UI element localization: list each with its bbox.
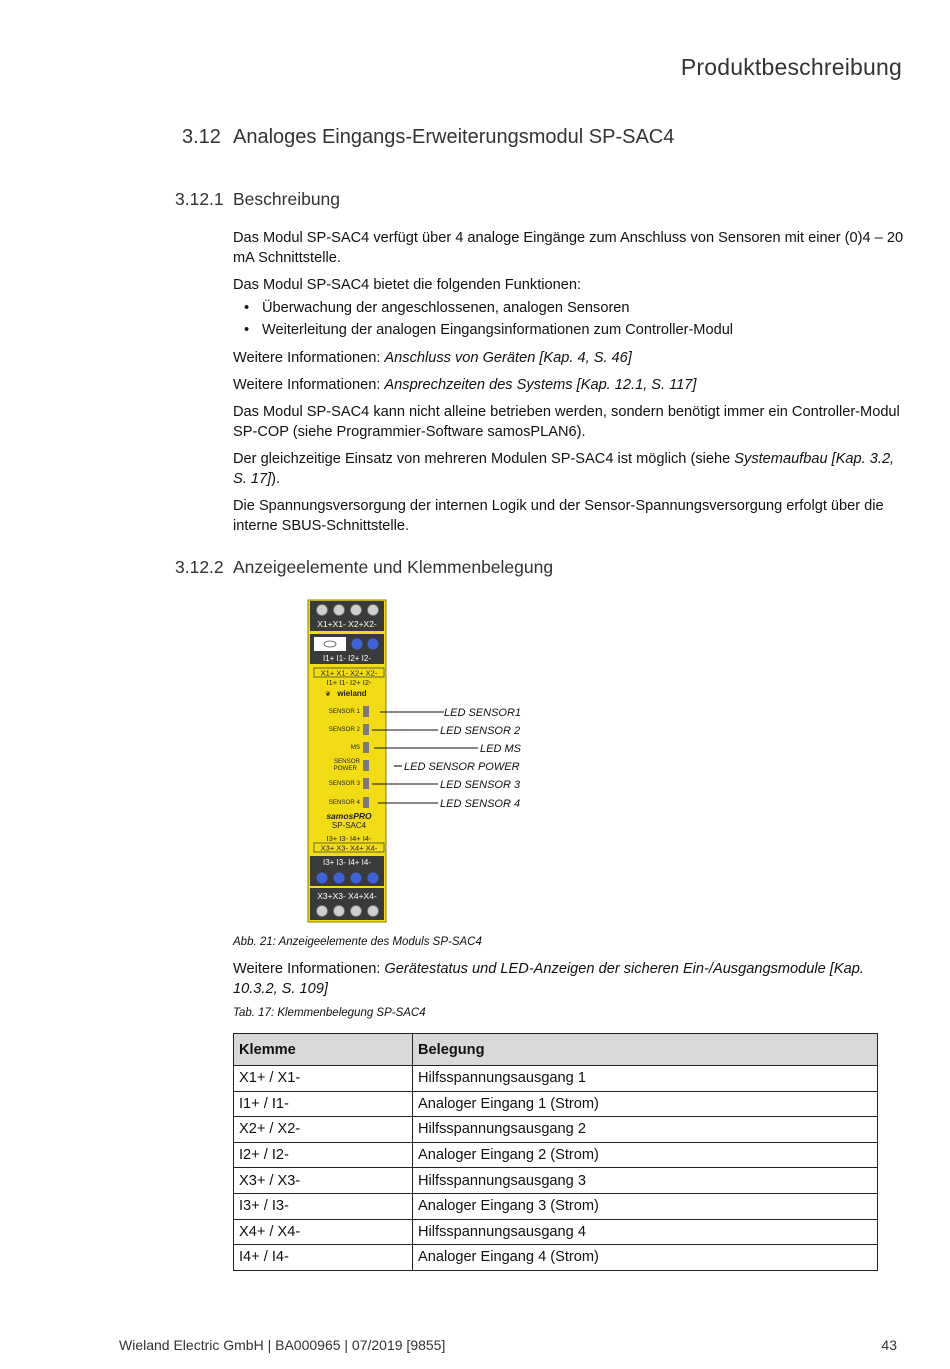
table-cell: I4+ / I4- bbox=[234, 1245, 413, 1271]
info-prefix: Weitere Informationen: bbox=[233, 377, 385, 393]
list-item bbox=[233, 297, 905, 319]
brand-label: wieland bbox=[337, 689, 367, 698]
table-cell: X4+ / X4- bbox=[234, 1219, 413, 1245]
table-cell: Hilfsspannungsausgang 4 bbox=[413, 1219, 878, 1245]
paragraph: Die Spannungsversorgung der internen Logik und der Sensor-Spannungsversorgung erfolgt über die interne SBUS-Schnittstelle. bbox=[233, 498, 884, 534]
table-header-row bbox=[234, 1034, 878, 1066]
column-header: Belegung bbox=[413, 1034, 878, 1066]
led-sensor1-icon bbox=[363, 706, 369, 717]
table-row bbox=[234, 1193, 878, 1219]
table-cell: I2+ / I2- bbox=[234, 1142, 413, 1168]
bottom-input-labels: I3+ I3- I4+ I4- bbox=[322, 858, 372, 867]
top-label-row1: X1+ X1- X2+ X2- bbox=[320, 668, 378, 678]
paragraph: Das Modul SP-SAC4 verfügt über 4 analoge Eingänge zum Anschluss von Sensoren mit einer (0)4 – 20 mA Schnittstelle. bbox=[233, 230, 904, 266]
led-label: SENSOR 1 bbox=[328, 708, 360, 715]
subsection-title: Beschreibung bbox=[233, 189, 341, 209]
table-row bbox=[234, 1066, 878, 1092]
product-model: SP-SAC4 bbox=[331, 821, 367, 830]
screw-icon bbox=[368, 605, 379, 616]
bullet-icon: • bbox=[244, 322, 250, 338]
callout-led-sensor-power: LED SENSOR POWER bbox=[404, 761, 520, 773]
led-label: POWER bbox=[333, 765, 357, 772]
section-title: Analoges Eingangs-Erweiterungsmodul SP-SAC4 bbox=[233, 126, 675, 148]
page-number: 43 bbox=[881, 1337, 897, 1353]
input-port-icon bbox=[317, 873, 328, 884]
table-cell: X3+ / X3- bbox=[234, 1168, 413, 1194]
led-label: MS bbox=[350, 744, 360, 751]
table-row bbox=[234, 1168, 878, 1194]
screw-icon bbox=[334, 906, 345, 917]
paragraph: Das Modul SP-SAC4 bietet die folgenden Funktionen: bbox=[233, 277, 582, 293]
led-sensor-power-icon bbox=[363, 760, 369, 771]
table-cell: Analoger Eingang 1 (Strom) bbox=[413, 1091, 878, 1117]
info-prefix: Weitere Informationen: bbox=[233, 961, 385, 977]
bottom-label-row1: I3+ I3- I4+ I4- bbox=[326, 834, 372, 843]
screw-icon bbox=[317, 605, 328, 616]
module-illustration bbox=[306, 598, 546, 924]
callout-led-sensor4: LED SENSOR 4 bbox=[440, 798, 521, 810]
table-caption: Tab. 17: Klemmenbelegung SP-SAC4 bbox=[233, 1007, 426, 1019]
table-row bbox=[234, 1245, 878, 1271]
paragraph: Das Modul SP-SAC4 kann nicht alleine betrieben werden, sondern benötigt immer ein Controller-Modul SP-COP (siehe Programmier-Software samosPLAN6). bbox=[233, 404, 900, 440]
input-port-icon bbox=[368, 873, 379, 884]
screw-icon bbox=[334, 605, 345, 616]
product-brand: samosPRO bbox=[326, 811, 372, 821]
terminal-assignment-table bbox=[233, 1033, 878, 1271]
bullet-icon: • bbox=[244, 300, 250, 316]
paragraph-text: Der gleichzeitige Einsatz von mehreren Modulen SP-SAC4 ist möglich (siehe bbox=[233, 451, 735, 467]
wieland-logo-icon: ❦ bbox=[325, 691, 331, 698]
subsection-title: Anzeigeelemente und Klemmenbelegung bbox=[233, 557, 554, 577]
input-port-icon bbox=[352, 639, 363, 650]
figure-caption: Abb. 21: Anzeigeelemente des Moduls SP-SAC4 bbox=[233, 936, 482, 948]
cross-reference-link[interactable]: Systemaufbau [Kap. 3.2, S. 17] bbox=[233, 451, 895, 487]
cross-reference-link[interactable]: Gerätestatus und LED-Anzeigen der sicheren Ein-/Ausgangsmodule [Kap. 10.3.2, S. 109] bbox=[233, 961, 864, 997]
screw-icon bbox=[351, 605, 362, 616]
table-cell: Analoger Eingang 4 (Strom) bbox=[413, 1245, 878, 1271]
running-head: Produktbeschreibung bbox=[680, 54, 902, 80]
table-cell: Hilfsspannungsausgang 2 bbox=[413, 1117, 878, 1143]
callout-led-ms: LED MS bbox=[480, 743, 521, 755]
top-terminal-labels: X1+X1- X2+X2- bbox=[317, 619, 377, 629]
table-cell: Analoger Eingang 2 (Strom) bbox=[413, 1142, 878, 1168]
table-row bbox=[234, 1142, 878, 1168]
table-cell: Hilfsspannungsausgang 1 bbox=[413, 1066, 878, 1092]
table-cell: X2+ / X2- bbox=[234, 1117, 413, 1143]
table-cell: Analoger Eingang 3 (Strom) bbox=[413, 1193, 878, 1219]
info-paragraph bbox=[233, 375, 905, 395]
screw-icon bbox=[317, 906, 328, 917]
callout-labels bbox=[404, 707, 522, 810]
table-cell: I1+ / I1- bbox=[234, 1091, 413, 1117]
paragraph bbox=[233, 449, 905, 489]
module-figure bbox=[306, 598, 546, 924]
column-header: Klemme bbox=[234, 1034, 413, 1066]
paragraph-text: ). bbox=[271, 471, 281, 487]
release-tab bbox=[314, 637, 346, 651]
footer-imprint: Wieland Electric GmbH | BA000965 | 07/2019 [9855] bbox=[119, 1337, 446, 1353]
table-row bbox=[234, 1117, 878, 1143]
info-prefix: Weitere Informationen: bbox=[233, 350, 385, 366]
table-cell: I3+ / I3- bbox=[234, 1193, 413, 1219]
input-port-icon bbox=[351, 873, 362, 884]
list-item-text: Überwachung der angeschlossenen, analogen Sensoren bbox=[262, 300, 630, 316]
led-sensor4-icon bbox=[363, 797, 369, 808]
info-paragraph bbox=[233, 959, 893, 999]
led-label: SENSOR bbox=[333, 758, 360, 765]
cross-reference-link[interactable]: Anschluss von Geräten [Kap. 4, S. 46] bbox=[384, 350, 632, 366]
table-row bbox=[234, 1091, 878, 1117]
bottom-terminal-labels: X3+X3- X4+X4- bbox=[317, 891, 377, 901]
info-paragraph-block bbox=[233, 959, 893, 1006]
screw-icon bbox=[351, 906, 362, 917]
top-input-labels: I1+ I1- I2+ I2- bbox=[322, 654, 372, 663]
table-row bbox=[234, 1219, 878, 1245]
led-label: SENSOR 3 bbox=[328, 780, 360, 787]
top-label-row2: I1+ I1- I2+ I2- bbox=[326, 678, 372, 687]
list-item-text: Weiterleitung der analogen Eingangsinformationen zum Controller-Modul bbox=[262, 322, 734, 338]
callout-led-sensor2: LED SENSOR 2 bbox=[440, 725, 521, 737]
callout-led-sensor3: LED SENSOR 3 bbox=[440, 779, 521, 791]
screw-icon bbox=[368, 906, 379, 917]
led-sensor3-icon bbox=[363, 778, 369, 789]
cross-reference-link[interactable]: Ansprechzeiten des Systems [Kap. 12.1, S. 117] bbox=[384, 377, 697, 393]
function-list bbox=[233, 297, 905, 341]
input-port-icon bbox=[334, 873, 345, 884]
input-port-icon bbox=[368, 639, 379, 650]
subsection-number: 3.12.2 bbox=[175, 557, 224, 577]
led-label: SENSOR 2 bbox=[328, 726, 360, 733]
info-paragraph bbox=[233, 348, 905, 368]
list-item bbox=[233, 319, 905, 341]
led-ms-icon bbox=[363, 742, 369, 753]
led-sensor2-icon bbox=[363, 724, 369, 735]
table-cell: X1+ / X1- bbox=[234, 1066, 413, 1092]
led-label: SENSOR 4 bbox=[328, 799, 360, 806]
section-number: 3.12 bbox=[182, 126, 221, 148]
bottom-label-row2: X3+ X3- X4+ X4- bbox=[320, 843, 378, 853]
subsection-number: 3.12.1 bbox=[175, 189, 224, 209]
table-cell: Hilfsspannungsausgang 3 bbox=[413, 1168, 878, 1194]
callout-led-sensor1: LED SENSOR1 bbox=[444, 707, 522, 719]
description-body bbox=[233, 228, 905, 543]
